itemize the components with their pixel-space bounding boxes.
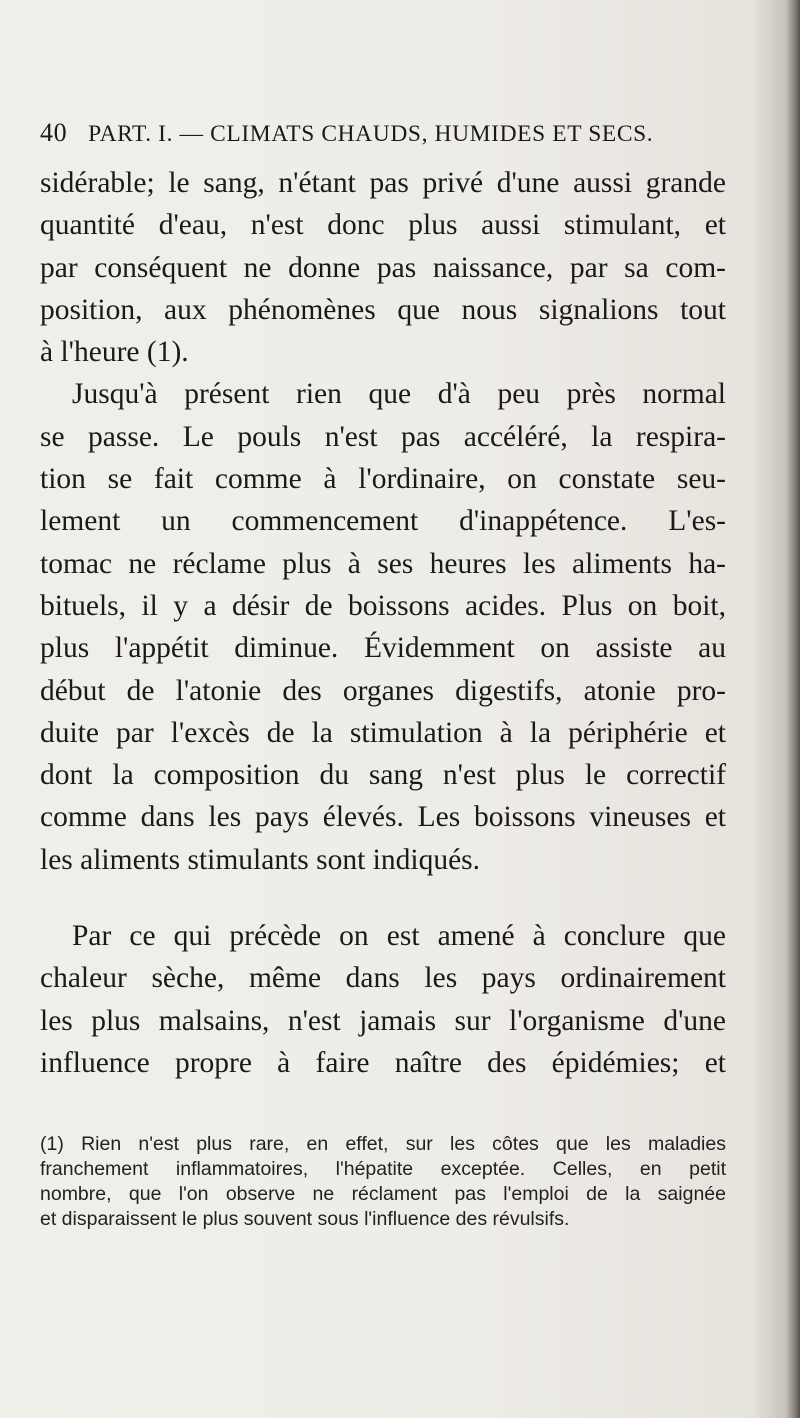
page-number: 40 [40, 118, 68, 147]
footnote-line: nombre, que l'on observe ne réclament pas l'emploi de la saignée [40, 1183, 726, 1205]
paragraph-gap [40, 881, 726, 915]
footnote [40, 1132, 726, 1232]
text-line: se passe. Le pouls n'est pas accéléré, la respira- [40, 420, 726, 453]
text-line: plus l'appétit diminue. Évidemment on assiste au [40, 632, 726, 665]
paragraph-1 [40, 162, 726, 373]
text-line: sidérable; le sang, n'étant pas privé d'une aussi grande [40, 167, 726, 199]
text-line: les aliments stimulants sont indiqués. [40, 843, 481, 876]
running-head-title: PART. I. — CLIMATS CHAUDS, HUMIDES ET SECS. [88, 121, 654, 147]
text-line: comme dans les pays élevés. Les boissons vineuses et [40, 801, 726, 834]
text-line: les plus malsains, n'est jamais sur l'organisme d'une [40, 1004, 726, 1037]
body-text [40, 162, 726, 1084]
text-line: chaleur sèche, même dans les pays ordinairement [40, 962, 726, 995]
footnote-line: (1) Rien n'est plus rare, en effet, sur les côtes que les maladies [40, 1133, 726, 1155]
footnote-line: franchement inflammatoires, l'hépatite exceptée. Celles, en petit [40, 1158, 726, 1180]
running-head [40, 118, 730, 158]
text-line: début de l'atonie des organes digestifs, atonie pro- [40, 674, 726, 707]
text-line: bituels, il y a désir de boissons acides. Plus on boit, [40, 589, 726, 622]
text-line: par conséquent ne donne pas naissance, par sa com- [40, 251, 726, 284]
text-line: Par ce qui précède on est amené à conclure que [72, 920, 726, 953]
text-line: influence propre à faire naître des épidémies; et [40, 1046, 726, 1079]
text-line: tion se fait comme à l'ordinaire, on constate seu- [40, 463, 726, 496]
footnote-line: et disparaissent le plus souvent sous l'influence des révulsifs. [40, 1208, 570, 1230]
paragraph-2 [40, 373, 726, 881]
text-line: duite par l'excès de la stimulation à la périphérie et [40, 716, 726, 749]
page-edge-shadow [786, 0, 800, 1418]
text-line: lement un commencement d'inappétence. L'es- [40, 505, 726, 538]
text-line: à l'heure (1). [40, 336, 189, 369]
paragraph-3 [40, 915, 726, 1084]
text-line: position, aux phénomènes que nous signalions tout [40, 293, 726, 326]
text-line: tomac ne réclame plus à ses heures les aliments ha- [40, 547, 726, 580]
text-line: Jusqu'à présent rien que d'à peu près normal [72, 378, 726, 411]
text-line: dont la composition du sang n'est plus le correctif [40, 759, 726, 792]
text-line: quantité d'eau, n'est donc plus aussi stimulant, et [40, 209, 726, 242]
